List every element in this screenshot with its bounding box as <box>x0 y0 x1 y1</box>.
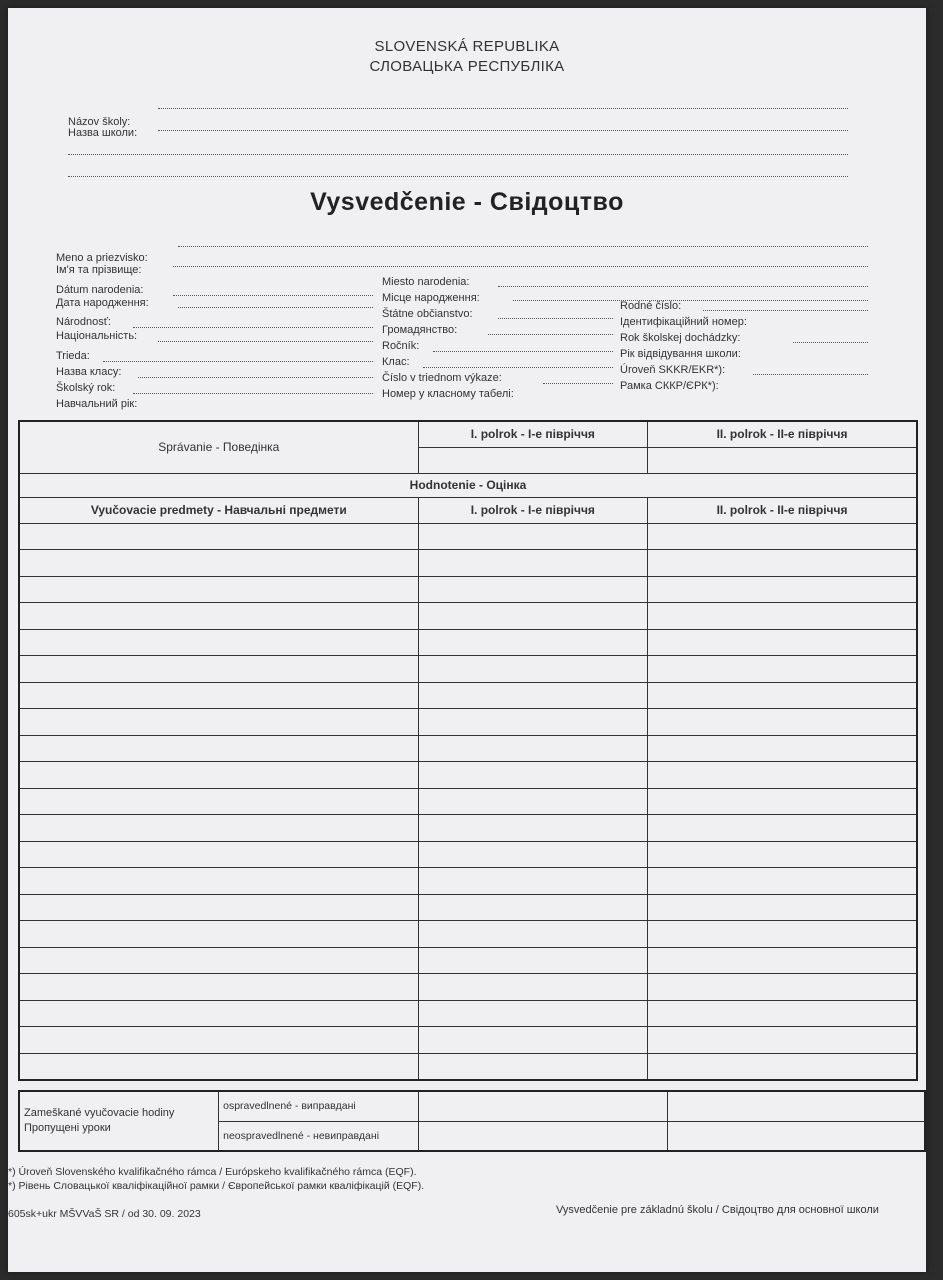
term1-grade-cell[interactable] <box>418 656 648 683</box>
subject-row <box>19 603 917 630</box>
subject-row <box>19 974 917 1001</box>
school-name-label-sk: Názov školy: <box>68 116 131 128</box>
term2-grade-cell[interactable] <box>648 788 917 815</box>
subject-row <box>19 735 917 762</box>
term2-grade-cell[interactable] <box>648 682 917 709</box>
pob-line-2[interactable] <box>513 300 868 301</box>
birthno-label-sk: Rodné číslo: <box>620 300 682 312</box>
behavior-term1-header: I. polrok - I-e півріччя <box>418 421 648 447</box>
subject-row <box>19 1027 917 1054</box>
subject-cell[interactable] <box>19 947 418 974</box>
term1-grade-cell[interactable] <box>418 762 648 789</box>
document-type: Vysvedčenie pre základnú školu / Свідоцтво для основної школи <box>556 1204 879 1216</box>
year-line[interactable] <box>133 393 373 394</box>
term2-grade-cell[interactable] <box>648 815 917 842</box>
excused-term1[interactable] <box>418 1091 667 1121</box>
term2-grade-cell[interactable] <box>648 629 917 656</box>
citizenship-label-uk: Громадянство: <box>382 324 458 336</box>
country-name-sk: SLOVENSKÁ REPUBLIKA <box>374 38 560 55</box>
subject-row <box>19 709 917 736</box>
class-line-2[interactable] <box>138 377 373 378</box>
term1-grade-cell[interactable] <box>418 841 648 868</box>
term2-grade-cell[interactable] <box>648 709 917 736</box>
nationality-label-uk: Національність: <box>56 330 138 342</box>
country-name-uk: СЛОВАЦЬКА РЕСПУБЛІКА <box>369 58 565 75</box>
grade-label-uk: Клас: <box>382 356 410 368</box>
term1-grade-cell[interactable] <box>418 550 648 577</box>
subject-cell[interactable] <box>19 974 418 1001</box>
subject-cell[interactable] <box>19 523 418 550</box>
behavior-term1-grade[interactable] <box>418 447 648 473</box>
subject-row <box>19 1053 917 1080</box>
register-label-uk: Номер у класному табелі: <box>382 388 514 400</box>
term2-grade-cell[interactable] <box>648 1027 917 1054</box>
school-name-line-4[interactable] <box>68 176 848 177</box>
behavior-term2-header: II. polrok - II-e півріччя <box>648 421 917 447</box>
level-line[interactable] <box>753 374 868 375</box>
term2-grade-cell[interactable] <box>648 576 917 603</box>
register-line[interactable] <box>543 383 613 384</box>
school-name-line-2[interactable] <box>158 130 848 131</box>
dob-line-1[interactable] <box>173 295 373 296</box>
subject-row <box>19 682 917 709</box>
subject-cell[interactable] <box>19 603 418 630</box>
term2-grade-cell[interactable] <box>648 1053 917 1080</box>
attendance-line[interactable] <box>793 342 868 343</box>
subject-row <box>19 894 917 921</box>
citizenship-label-sk: Štátne občianstvo: <box>382 308 473 320</box>
subject-row <box>19 815 917 842</box>
term2-grade-cell[interactable] <box>648 947 917 974</box>
term2-grade-cell[interactable] <box>648 523 917 550</box>
term1-grade-cell[interactable] <box>418 868 648 895</box>
absence-table <box>18 1090 926 1152</box>
term1-grade-cell[interactable] <box>418 947 648 974</box>
birthno-line[interactable] <box>703 310 868 311</box>
behavior-label: Správanie - Поведінка <box>19 421 418 473</box>
term1-grade-cell[interactable] <box>418 1053 648 1080</box>
term2-grade-cell[interactable] <box>648 921 917 948</box>
citizenship-line-2[interactable] <box>488 334 613 335</box>
term2-grade-cell[interactable] <box>648 762 917 789</box>
school-name-line-3[interactable] <box>68 154 848 155</box>
subject-row <box>19 656 917 683</box>
dob-line-2[interactable] <box>178 307 373 308</box>
subject-row <box>19 629 917 656</box>
year-label-uk: Навчальний рік: <box>56 398 138 410</box>
term1-grade-cell[interactable] <box>418 682 648 709</box>
subject-cell[interactable] <box>19 788 418 815</box>
term1-grade-cell[interactable] <box>418 629 648 656</box>
term1-grade-cell[interactable] <box>418 735 648 762</box>
class-label-sk: Trieda: <box>56 350 90 362</box>
term2-grade-cell[interactable] <box>648 550 917 577</box>
subject-row <box>19 868 917 895</box>
term1-grade-cell[interactable] <box>418 788 648 815</box>
attendance-label-uk: Рік відвідування школи: <box>620 348 741 360</box>
subject-cell[interactable] <box>19 868 418 895</box>
term2-grade-cell[interactable] <box>648 735 917 762</box>
unexcused-term1[interactable] <box>418 1121 667 1151</box>
term1-grade-cell[interactable] <box>418 1027 648 1054</box>
document-title: Vysvedčenie - Свідоцтво <box>310 188 624 216</box>
term2-grade-cell[interactable] <box>648 656 917 683</box>
grade-line-2[interactable] <box>423 367 613 368</box>
citizenship-line-1[interactable] <box>498 318 613 319</box>
register-label-sk: Číslo v triednom výkaze: <box>382 372 502 384</box>
nationality-line-1[interactable] <box>133 327 373 328</box>
subject-cell[interactable] <box>19 1027 418 1054</box>
absence-label-uk: Пропущені уроки <box>24 1122 111 1134</box>
excused-term2[interactable] <box>668 1091 925 1121</box>
dob-label-sk: Dátum narodenia: <box>56 284 144 296</box>
term2-grade-cell[interactable] <box>648 974 917 1001</box>
term2-grade-cell[interactable] <box>648 868 917 895</box>
school-name-label-uk: Назва школи: <box>68 127 138 139</box>
name-line-2[interactable] <box>173 266 868 267</box>
name-label-sk: Meno a priezvisko: <box>56 252 148 264</box>
name-line-1[interactable] <box>178 246 868 247</box>
pob-line-1[interactable] <box>498 286 868 287</box>
term2-header: II. polrok - II-e півріччя <box>648 497 917 523</box>
unexcused-label: neospravedlnené - невиправдані <box>219 1121 419 1151</box>
pob-label-uk: Місце народження: <box>382 292 480 304</box>
term1-grade-cell[interactable] <box>418 1000 648 1027</box>
form-code: 605sk+ukr MŠVVaŠ SR / od 30. 09. 2023 <box>8 1208 201 1220</box>
subject-row <box>19 762 917 789</box>
subject-cell[interactable] <box>19 894 418 921</box>
footnote-uk: *) Рівень Словацької кваліфікаційної рамки / Європейської рамки кваліфікацій (EQF). <box>8 1180 425 1192</box>
subject-row <box>19 1000 917 1027</box>
subject-cell[interactable] <box>19 656 418 683</box>
subject-row <box>19 523 917 550</box>
subject-cell[interactable] <box>19 921 418 948</box>
subject-row <box>19 921 917 948</box>
term1-grade-cell[interactable] <box>418 523 648 550</box>
subject-cell[interactable] <box>19 709 418 736</box>
term2-grade-cell[interactable] <box>648 894 917 921</box>
excused-label: ospravedlnené - виправдані <box>219 1091 419 1121</box>
absence-label-sk: Zameškané vyučovacie hodiny <box>24 1107 175 1119</box>
birthno-label-uk: Ідентифікаційний номер: <box>620 316 747 328</box>
level-label-uk: Рамка СККР/ЄРК*): <box>620 380 719 392</box>
subject-row <box>19 947 917 974</box>
grade-label-sk: Ročník: <box>382 340 420 352</box>
term1-grade-cell[interactable] <box>418 894 648 921</box>
subject-cell[interactable] <box>19 576 418 603</box>
subject-row <box>19 841 917 868</box>
subject-row <box>19 788 917 815</box>
term1-grade-cell[interactable] <box>418 974 648 1001</box>
subject-cell[interactable] <box>19 841 418 868</box>
subject-cell[interactable] <box>19 1053 418 1080</box>
school-name-line-1[interactable] <box>158 108 848 109</box>
nationality-line-2[interactable] <box>158 341 373 342</box>
subjects-header: Vyučovacie predmety - Навчальні предмети <box>19 497 418 523</box>
class-label-uk: Назва класу: <box>56 366 122 378</box>
dob-label-uk: Дата народження: <box>56 297 149 309</box>
term2-grade-cell[interactable] <box>648 603 917 630</box>
subject-cell[interactable] <box>19 550 418 577</box>
unexcused-term2[interactable] <box>668 1121 925 1151</box>
behavior-term2-grade[interactable] <box>648 447 917 473</box>
subject-cell[interactable] <box>19 682 418 709</box>
footnote-sk: *) Úroveň Slovenského kvalifikačného rámca / Európskeho kvalifikačného rámca (EQF). <box>8 1166 417 1178</box>
term1-grade-cell[interactable] <box>418 815 648 842</box>
subject-cell[interactable] <box>19 1000 418 1027</box>
year-label-sk: Školský rok: <box>56 382 116 394</box>
term1-grade-cell[interactable] <box>418 921 648 948</box>
absence-label <box>19 1091 219 1151</box>
attendance-label-sk: Rok školskej dochádzky: <box>620 332 741 344</box>
level-label-sk: Úroveň SKKR/EKR*): <box>620 364 726 376</box>
class-line-1[interactable] <box>103 361 373 362</box>
term2-grade-cell[interactable] <box>648 1000 917 1027</box>
subject-row <box>19 576 917 603</box>
term1-header: I. polrok - I-e півріччя <box>418 497 648 523</box>
term1-grade-cell[interactable] <box>418 603 648 630</box>
subject-cell[interactable] <box>19 762 418 789</box>
term1-grade-cell[interactable] <box>418 576 648 603</box>
term2-grade-cell[interactable] <box>648 841 917 868</box>
subject-cell[interactable] <box>19 735 418 762</box>
subject-cell[interactable] <box>19 815 418 842</box>
certificate-sheet <box>8 8 926 1272</box>
pob-label-sk: Miesto narodenia: <box>382 276 470 288</box>
subject-cell[interactable] <box>19 629 418 656</box>
nationality-label-sk: Národnosť: <box>56 316 111 328</box>
name-label-uk: Ім'я та прізвище: <box>56 264 142 276</box>
grades-table <box>18 420 918 1081</box>
evaluation-header: Hodnotenie - Оцінка <box>19 473 917 497</box>
grade-line-1[interactable] <box>433 351 613 352</box>
subject-row <box>19 550 917 577</box>
term1-grade-cell[interactable] <box>418 709 648 736</box>
